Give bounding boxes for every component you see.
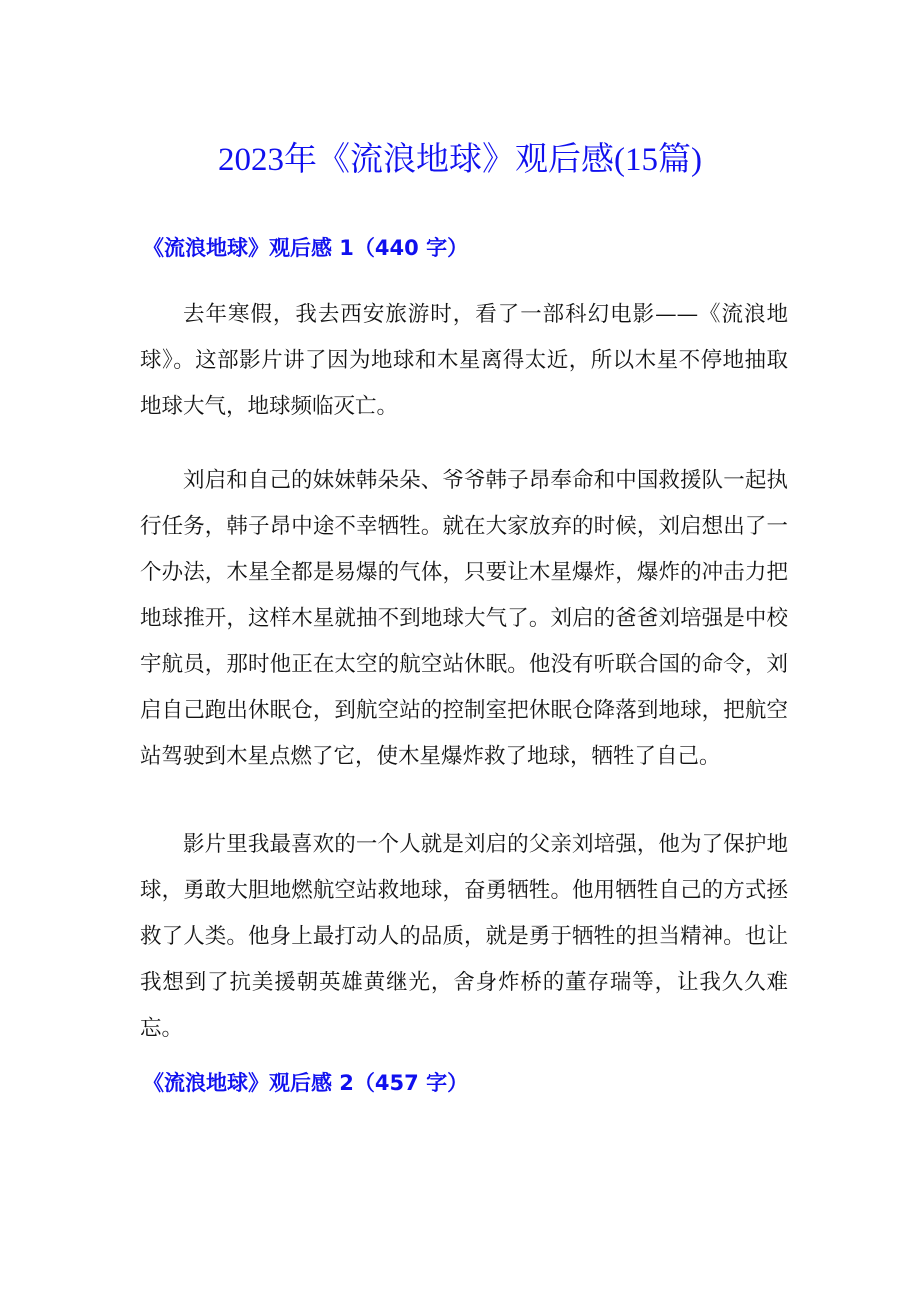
paragraph-1: 去年寒假，我去西安旅游时，看了一部科幻电影——《流浪地球》。这部影片讲了因为地球和木星离得太近，所以木星不停地抽取地球大气，地球频临灭亡。 <box>140 302 788 419</box>
section-heading-1: 《流浪地球》观后感 1（440 字） <box>143 236 469 260</box>
section-heading-2: 《流浪地球》观后感 2（457 字） <box>143 1071 469 1095</box>
paragraph-3: 影片里我最喜欢的一个人就是刘启的父亲刘培强，他为了保护地球，勇敢大胆地燃航空站救地球，奋勇牺牲。他用牺牲自己的方式拯救了人类。他身上最打动人的品质，就是勇于牺牲的担当精神。也让我想到了抗美援朝英雄黄继光，舍身炸桥的董存瑞等，让我久久难忘。 <box>140 832 788 1041</box>
paragraph-2: 刘启和自己的妹妹韩朵朵、爷爷韩子昂奉命和中国救援队一起执行任务，韩子昂中途不幸牺牲。就在大家放弃的时候，刘启想出了一个办法，木星全都是易爆的气体，只要让木星爆炸，爆炸的冲击力把地球推开，这样木星就抽不到地球大气了。刘启的爸爸刘培强是中校宇航员，那时他正在太空的航空站休眠。他没有听联合国的命令，刘启自己跑出休眠仓，到航空站的控制室把休眠仓降落到地球，把航空站驾驶到木星点燃了它，使木星爆炸救了地球，牺牲了自己。 <box>140 468 788 769</box>
document-title: 2023年《流浪地球》观后感(15篇) <box>218 142 702 178</box>
